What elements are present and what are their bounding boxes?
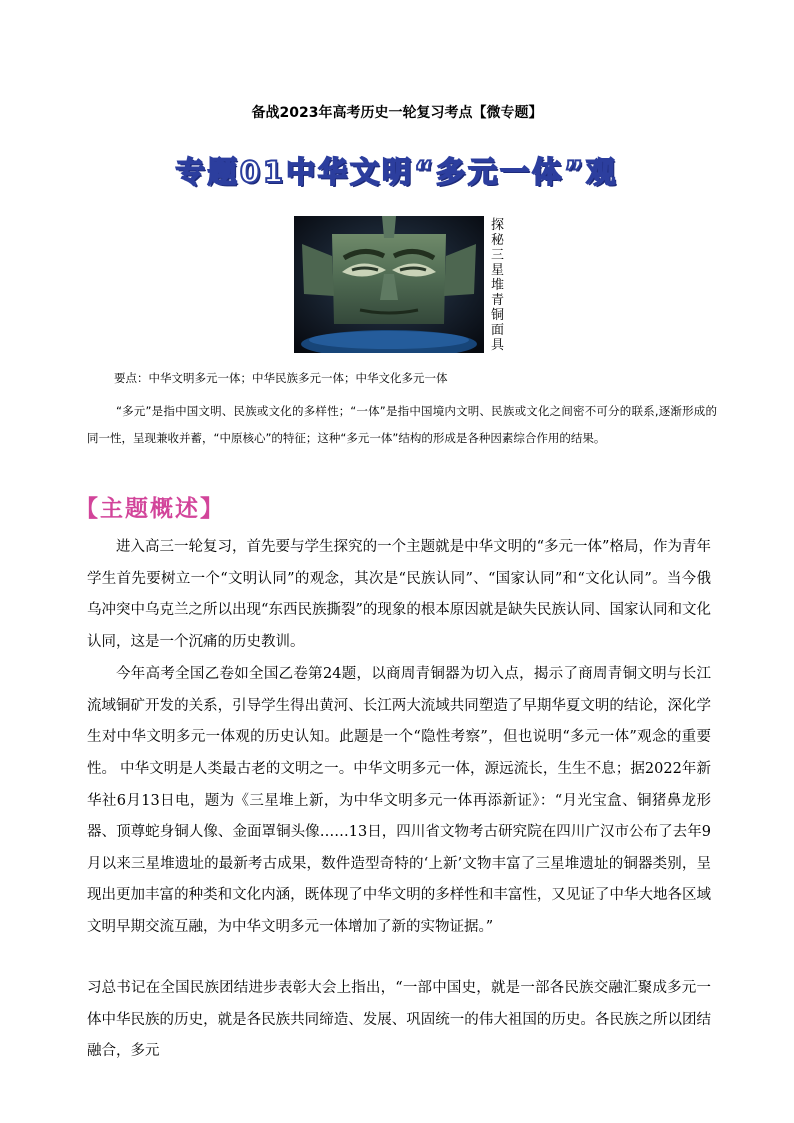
paragraph-3: 中华文明是人类最古老的文明之一。中华文明多元一体，源远流长，生生不息；据2022年新华社6月13日电，题为《三星堆上新，为中华文明多元一体再添新证》：“月光宝盒、铜猪鼻龙形器、顶尊蛇身铜人像、金面罩铜头像……13日，四川省文物考古研究院在四川广汉市公布了去年9月以来三星堆遗址的最新考古成果，数件造型奇特的‘上新’文物丰富了三星堆遗址的铜器类别，呈现出更加丰富的种类和文化内涵，既体现了中华文明的多样性和丰富性，又见证了中华大地各区域文明早期交流互融，为中华文明多元一体增加了新的实物证据。” [87,761,711,935]
paragraph-2: 今年高考全国乙卷如全国乙卷第24题，以商周青铜器为切入点，揭示了商周青铜文明与长江流域铜矿开发的关系，引导学生得出黄河、长江两大流域共同塑造了早期华夏文明的结论，深化学生对中华文明多元一体观的历史认知。此题是一个“隐性考察”，但也说明“多元一体”观念的重要性。 [87,666,711,777]
page-title: 专题01中华文明“多元一体”观 [175,155,619,189]
paragraph-1: 进入高三一轮复习，首先要与学生探究的一个主题就是中华文明的“多元一体”格局，作为青年学生首先要树立一个“文明认同”的观念，其次是“民族认同”、“国家认同”和“文化认同”。当今俄乌冲突中乌克兰之所以出现“东西民族撕裂”的现象的根本原因就是缺失民族认同、国家认同和文化认同，这是一个沉痛的历史教训。 [87,539,711,650]
section-heading: 【主题概述】 [75,496,225,522]
figure-caption: 探秘三星堆青铜面具 [491,218,505,353]
keypoints-text: 要点：中华文明多元一体；中华民族多元一体；中华文化多元一体 [114,371,448,385]
definition-text: “多元”是指中国文明、民族或文化的多样性；“一体”是指中国境内文明、民族或文化之间密不可分的联系,逐渐形成的同一性，呈现兼收并蓄，“中原核心”的特征；这种“多元一体”结构的形成是各种因素综合作用的结果。 [87,404,717,445]
document-subtitle: 备战2023年高考历史一轮复习考点【微专题】 [251,105,543,121]
bronze-mask-illustration [294,216,484,353]
paragraph-4: 习总书记在全国民族团结进步表彰大会上指出，“一部中国史，就是一部各民族交融汇聚成多元一体中华民族的历史，就是各民族共同缔造、发展、巩固统一的伟大祖国的历史。各民族之所以团结融合，多元 [87,980,711,1059]
bronze-mask-image [294,216,484,353]
